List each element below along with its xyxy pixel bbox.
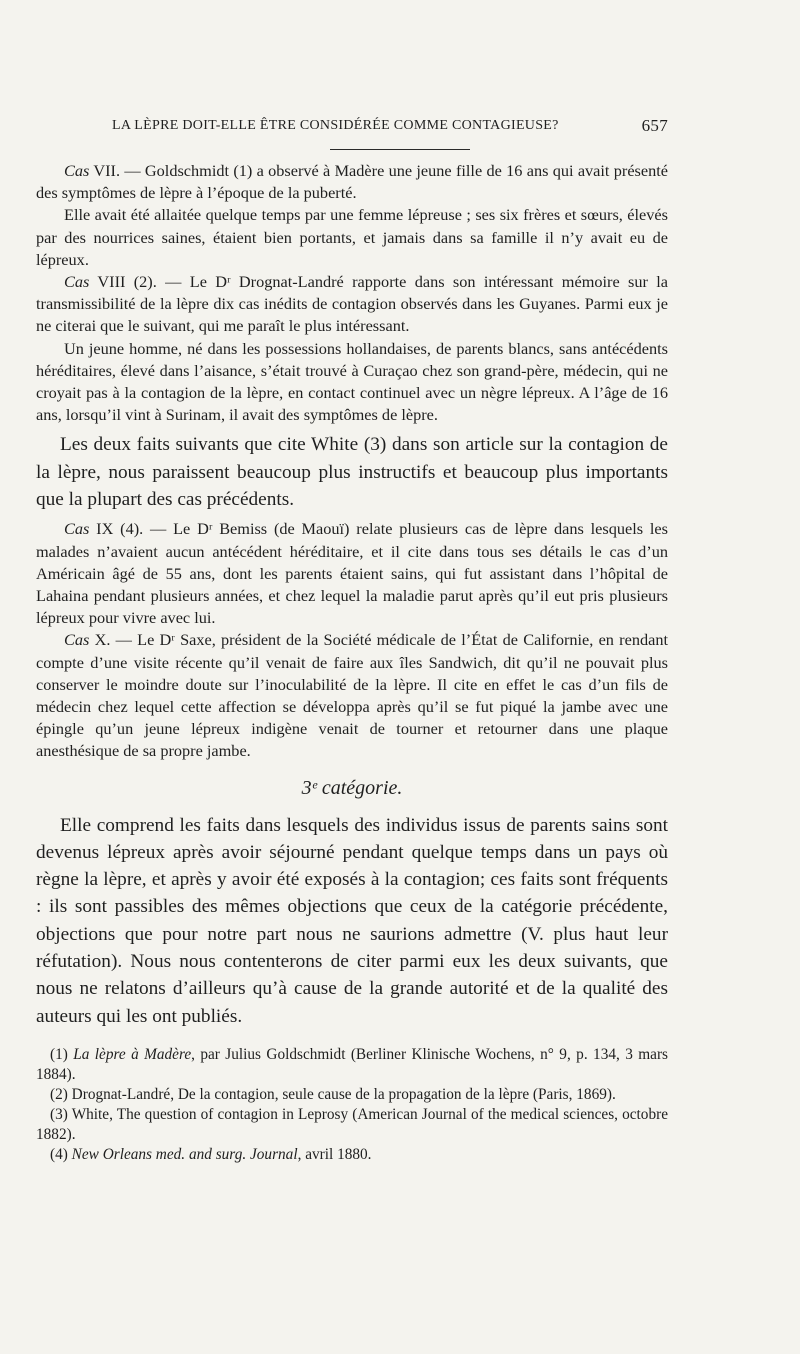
paragraph: Cas X. — Le Dʳ Saxe, président de la Société médicale de l’État de Californie, en rendant compte d’une visite récente qu’il venait de faire aux îles Sandwich, dit qu’il ne pouvait plus conserver le moindre doute sur l’inoculabilité de la lèpre. Il cite en effet le cas d’un fils de médecin chez lequel cette affection se développa après qu’il se fut piqué la jambe avec une épingle qu’un jeune lépreux indigène venait de tourner et retourner dans une plaque anesthésique de sa propre jambe. — [36, 630, 668, 761]
header-rule — [330, 149, 470, 150]
body-text — [36, 160, 668, 1165]
paragraph: Elle avait été allaitée quelque temps par une femme lépreuse ; ses six frères et sœurs, élevés par des nourrices saines, étaient bien portants, et jamais dans sa famille il n’y avait eu de lépreux. — [36, 205, 668, 269]
footnote: (3) White, The question of contagion in Leprosy (American Journal of the medical sciences, octobre 1882). — [36, 1105, 668, 1143]
footnote: (1) La lèpre à Madère, par Julius Goldschmidt (Berliner Klinische Wochens, n° 9, p. 134, 3 mars 1884). — [36, 1045, 668, 1083]
paragraph: Un jeune homme, né dans les possessions hollandaises, de parents blancs, sans antécédents héréditaires, élevé dans l’aisance, s’était trouvé à Curaçao chez son grand-père, médecin, qui ne croyait pas à la contagion de la lèpre, en contact continuel avec un nègre lépreux. A l’âge de 16 ans, lorsqu’il vint à Surinam, il avait des symptômes de lèpre. — [36, 338, 668, 425]
footnote: (2) Drognat-Landré, De la contagion, seule cause de la propagation de la lèpre (Paris, 1869). — [50, 1085, 616, 1103]
running-title: LA LÈPRE DOIT-ELLE ÊTRE CONSIDÉRÉE COMME CONTAGIEUSE? — [112, 118, 559, 133]
paragraph: Cas VII. — Goldschmidt (1) a observé à Madère une jeune fille de 16 ans qui avait présenté des symptômes de lèpre à l’époque de la puberté. — [36, 161, 668, 203]
paragraph: Cas IX (4). — Le Dʳ Bemiss (de Maouï) relate plusieurs cas de lèpre dans lesquels les malades n’avaient aucun antécédent héréditaire, et il cite dans tous ses détails le cas d’un Américain âgé de 55 ans, dont les parents étaient sains, qui fut assistant dans l’hôpital de Lahaina pendant plusieurs années, et chez lequel la maladie parut après qu’il eut pris plusieurs lépreux pour vivre avec lui. — [36, 519, 668, 628]
running-header — [112, 116, 668, 138]
footnotes — [36, 1045, 668, 1165]
paragraph: Cas VIII (2). — Le Dʳ Drognat-Landré rapporte dans son intéressant mémoire sur la transmissibilité de la lèpre dix cas inédits de contagion observés dans les Guyanes. Parmi eux je ne citerai que le suivant, qui me paraît le plus intéressant. — [36, 272, 668, 336]
main-paragraph-1: Les deux faits suivants que cite White (3) dans son article sur la contagion de la lèpre, nous paraissent beaucoup plus instructifs et beaucoup plus importants que la plupart des cas précédents. — [36, 434, 668, 511]
case-block-1 — [36, 160, 668, 426]
page-number: 657 — [641, 116, 668, 135]
footnote: (4) New Orleans med. and surg. Journal, avril 1880. — [50, 1145, 372, 1163]
main-paragraph-2: Elle comprend les faits dans lesquels des individus issus de parents sains sont devenus lépreux après avoir séjourné pendant quelque temps dans un pays où règne la lèpre, et après y avoir été exposés à la contagion; ces faits sont fréquents : ils sont passibles des mêmes objections que ceux de la catégorie précédente, objections que pour notre part nous ne saurions admettre (V. plus haut leur réfutation). Nous nous contenterons de citer parmi eux les deux suivants, que nous ne relatons d’ailleurs qu’à cause de la grande autorité et de la qualité des auteurs qui les ont publiés. — [36, 814, 668, 1027]
section-heading: 3ᵉ catégorie. — [301, 776, 403, 799]
case-block-2 — [36, 518, 668, 762]
